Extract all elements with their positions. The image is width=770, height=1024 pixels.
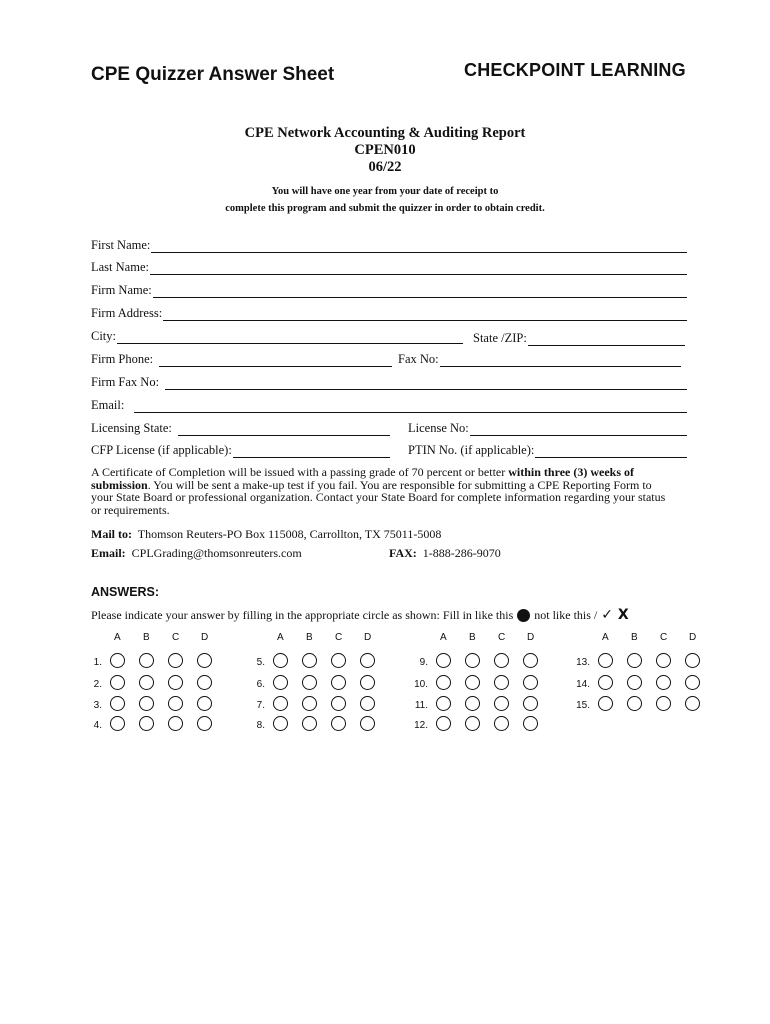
answer-bubble-q14-d[interactable] xyxy=(685,675,700,690)
answer-bubble-q13-b[interactable] xyxy=(627,653,642,668)
choice-header-c: C xyxy=(335,632,343,643)
answer-bubble-q4-c[interactable] xyxy=(168,716,183,731)
certificate-text-1: A Certificate of Completion will be issued with a passing grade of 70 percent or better xyxy=(91,465,509,479)
answer-bubble-q8-a[interactable] xyxy=(273,716,288,731)
answer-bubble-q14-a[interactable] xyxy=(598,675,613,690)
question-number: 10. xyxy=(414,679,428,690)
mail-to-label: Mail to: xyxy=(91,527,132,541)
question-number: 7. xyxy=(256,700,265,711)
answer-bubble-q1-b[interactable] xyxy=(139,653,154,668)
question-number: 13. xyxy=(576,657,590,668)
answer-bubble-q15-d[interactable] xyxy=(685,696,700,711)
ptin-no-label: PTIN No. (if applicable): xyxy=(408,443,535,457)
answer-bubble-q1-c[interactable] xyxy=(168,653,183,668)
answer-bubble-q10-a[interactable] xyxy=(436,675,451,690)
email-line[interactable] xyxy=(134,400,687,413)
answer-bubble-q4-b[interactable] xyxy=(139,716,154,731)
answer-instructions xyxy=(91,607,629,623)
answers-heading: ANSWERS: xyxy=(91,585,160,599)
firm-fax-label: Firm Fax No: xyxy=(91,375,160,389)
licensing-state-field[interactable] xyxy=(91,420,390,436)
question-number: 3. xyxy=(93,700,102,711)
answer-bubble-q14-c[interactable] xyxy=(656,675,671,690)
answer-bubble-q11-b[interactable] xyxy=(465,696,480,711)
course-code: CPEN010 xyxy=(354,142,416,158)
question-number: 15. xyxy=(576,700,590,711)
state-zip-line[interactable] xyxy=(528,333,685,346)
checkmark-x-icon: ✓ X xyxy=(601,607,629,623)
certificate-deadline: within three (3) weeks of submission xyxy=(91,465,634,492)
answer-bubble-q13-d[interactable] xyxy=(685,653,700,668)
answer-bubble-q3-b[interactable] xyxy=(139,696,154,711)
notice-line-1: You will have one year from your date of receipt to xyxy=(271,186,499,197)
first-name-line[interactable] xyxy=(151,240,687,253)
choice-header-c: C xyxy=(498,632,506,643)
question-number: 5. xyxy=(256,657,265,668)
answer-bubble-q1-a[interactable] xyxy=(110,653,125,668)
edition-date: 06/22 xyxy=(368,159,402,175)
firm-phone-line[interactable] xyxy=(159,354,392,367)
answer-bubble-q9-c[interactable] xyxy=(494,653,509,668)
email-contact-value: CPLGrading@thomsonreuters.com xyxy=(131,546,302,560)
answer-bubble-q8-b[interactable] xyxy=(302,716,317,731)
question-number: 12. xyxy=(414,720,428,731)
answer-bubble-q12-b[interactable] xyxy=(465,716,480,731)
choice-header-a: A xyxy=(114,632,121,643)
choice-header-a: A xyxy=(277,632,284,643)
ptin-no-line[interactable] xyxy=(535,445,687,458)
question-number: 14. xyxy=(576,679,590,690)
question-number: 11. xyxy=(414,700,428,711)
cfp-license-field[interactable] xyxy=(91,442,390,458)
answer-bubble-q7-b[interactable] xyxy=(302,696,317,711)
answer-bubble-q8-d[interactable] xyxy=(360,716,375,731)
fax-contact xyxy=(389,546,501,561)
firm-name-field[interactable] xyxy=(91,282,687,298)
answer-bubble-q2-a[interactable] xyxy=(110,675,125,690)
answer-bubble-q15-b[interactable] xyxy=(627,696,642,711)
city-line[interactable] xyxy=(117,331,463,344)
ptin-no-field[interactable] xyxy=(408,442,687,458)
city-label: City: xyxy=(91,329,117,343)
first-name-field[interactable] xyxy=(91,237,687,253)
answer-bubble-q10-c[interactable] xyxy=(494,675,509,690)
firm-address-field[interactable] xyxy=(91,305,687,321)
fax-contact-value: 1-888-286-9070 xyxy=(422,546,501,560)
license-no-line[interactable] xyxy=(470,423,687,436)
question-number: 1. xyxy=(93,657,102,668)
email-field[interactable] xyxy=(91,397,687,413)
answer-bubble-q12-c[interactable] xyxy=(494,716,509,731)
choice-header-d: D xyxy=(201,632,209,643)
choice-header-b: B xyxy=(469,632,476,643)
filled-circle-example-icon xyxy=(517,609,530,622)
answer-bubble-q8-c[interactable] xyxy=(331,716,346,731)
choice-header-b: B xyxy=(143,632,150,643)
answer-bubble-q11-a[interactable] xyxy=(436,696,451,711)
first-name-label: First Name: xyxy=(91,238,151,252)
choice-header-a: A xyxy=(440,632,447,643)
answer-bubble-q11-c[interactable] xyxy=(494,696,509,711)
answer-bubble-q1-d[interactable] xyxy=(197,653,212,668)
choice-header-a: A xyxy=(602,632,609,643)
fax-no-label: Fax No: xyxy=(398,352,439,366)
certificate-notice xyxy=(91,466,671,516)
last-name-field[interactable] xyxy=(91,259,687,275)
answer-bubble-q6-d[interactable] xyxy=(360,675,375,690)
answer-bubble-q9-a[interactable] xyxy=(436,653,451,668)
answer-bubble-q7-a[interactable] xyxy=(273,696,288,711)
answer-bubble-q3-c[interactable] xyxy=(168,696,183,711)
choice-header-d: D xyxy=(689,632,697,643)
answer-bubble-q3-d[interactable] xyxy=(197,696,212,711)
answer-bubble-q12-a[interactable] xyxy=(436,716,451,731)
answer-bubble-q10-b[interactable] xyxy=(465,675,480,690)
answer-bubble-q15-a[interactable] xyxy=(598,696,613,711)
license-no-field[interactable] xyxy=(408,420,687,436)
answer-bubble-q4-d[interactable] xyxy=(197,716,212,731)
answer-bubble-q13-c[interactable] xyxy=(656,653,671,668)
mail-to xyxy=(91,527,441,542)
licensing-state-line[interactable] xyxy=(178,423,390,436)
firm-address-line[interactable] xyxy=(163,308,687,321)
question-number: 9. xyxy=(419,657,428,668)
firm-address-label: Firm Address: xyxy=(91,306,163,320)
answer-bubble-q11-d[interactable] xyxy=(523,696,538,711)
email-label: Email: xyxy=(91,398,125,412)
answer-bubble-q13-a[interactable] xyxy=(598,653,613,668)
cfp-license-label: CFP License (if applicable): xyxy=(91,443,232,457)
firm-name-label: Firm Name: xyxy=(91,283,152,297)
not-like-this-text: not like this / xyxy=(534,607,598,622)
question-number: 6. xyxy=(256,679,265,690)
email-contact xyxy=(91,546,302,561)
report-name: CPE Network Accounting & Auditing Report xyxy=(244,125,526,141)
firm-phone-label: Firm Phone: xyxy=(91,352,154,366)
license-no-label: License No: xyxy=(408,421,469,435)
fax-no-field[interactable] xyxy=(398,351,681,367)
answer-bubble-q7-c[interactable] xyxy=(331,696,346,711)
choice-header-b: B xyxy=(631,632,638,643)
answer-bubble-q6-b[interactable] xyxy=(302,675,317,690)
answer-bubble-q2-b[interactable] xyxy=(139,675,154,690)
certificate-text-2: . You will be sent a make-up test if you fail. You are responsible for submitting a CPE Reporting Form to your State Board or professional organization. Contact your State Board for complete information regarding your status or requirements. xyxy=(91,477,666,517)
answer-bubble-q6-a[interactable] xyxy=(273,675,288,690)
answer-bubble-q15-c[interactable] xyxy=(656,696,671,711)
instruction-text: Please indicate your answer by filling in the appropriate circle as shown: Fill in like this xyxy=(91,607,514,622)
notice-line-2: complete this program and submit the quizzer in order to obtain credit. xyxy=(225,203,545,214)
last-name-line[interactable] xyxy=(150,262,687,275)
question-number: 8. xyxy=(256,720,265,731)
state-zip-field[interactable] xyxy=(473,330,685,346)
answer-bubble-q3-a[interactable] xyxy=(110,696,125,711)
choice-header-d: D xyxy=(527,632,535,643)
answer-bubble-q12-d[interactable] xyxy=(523,716,538,731)
answer-bubble-q5-c[interactable] xyxy=(331,653,346,668)
state-zip-label: State /ZIP: xyxy=(473,331,527,345)
mail-to-address: Thomson Reuters-PO Box 115008, Carrollton, TX 75011-5008 xyxy=(137,527,442,541)
firm-fax-field[interactable] xyxy=(91,374,687,390)
fax-no-line[interactable] xyxy=(440,354,681,367)
answer-bubble-q9-b[interactable] xyxy=(465,653,480,668)
city-field[interactable] xyxy=(91,328,463,344)
answer-bubble-q4-a[interactable] xyxy=(110,716,125,731)
email-contact-label: Email: xyxy=(91,546,126,560)
answer-bubble-q9-d[interactable] xyxy=(523,653,538,668)
answer-bubble-q6-c[interactable] xyxy=(331,675,346,690)
fax-contact-label: FAX: xyxy=(389,546,417,560)
licensing-state-label: Licensing State: xyxy=(91,421,172,435)
firm-name-line[interactable] xyxy=(153,285,687,298)
answer-bubble-q5-b[interactable] xyxy=(302,653,317,668)
answer-bubble-q5-a[interactable] xyxy=(273,653,288,668)
answer-bubble-q10-d[interactable] xyxy=(523,675,538,690)
choice-header-c: C xyxy=(660,632,668,643)
answer-bubble-q2-d[interactable] xyxy=(197,675,212,690)
answer-bubble-q7-d[interactable] xyxy=(360,696,375,711)
answer-bubble-q5-d[interactable] xyxy=(360,653,375,668)
choice-header-c: C xyxy=(172,632,180,643)
choice-header-d: D xyxy=(364,632,372,643)
brand-logo: CHECKPOINT LEARNING xyxy=(464,60,686,80)
answer-bubble-q14-b[interactable] xyxy=(627,675,642,690)
answer-bubble-q2-c[interactable] xyxy=(168,675,183,690)
firm-phone-field[interactable] xyxy=(91,351,392,367)
cfp-license-line[interactable] xyxy=(233,445,390,458)
sheet-title: CPE Quizzer Answer Sheet xyxy=(91,64,335,85)
last-name-label: Last Name: xyxy=(91,260,149,274)
firm-fax-line[interactable] xyxy=(165,377,687,390)
choice-header-b: B xyxy=(306,632,313,643)
question-number: 4. xyxy=(93,720,102,731)
question-number: 2. xyxy=(93,679,102,690)
